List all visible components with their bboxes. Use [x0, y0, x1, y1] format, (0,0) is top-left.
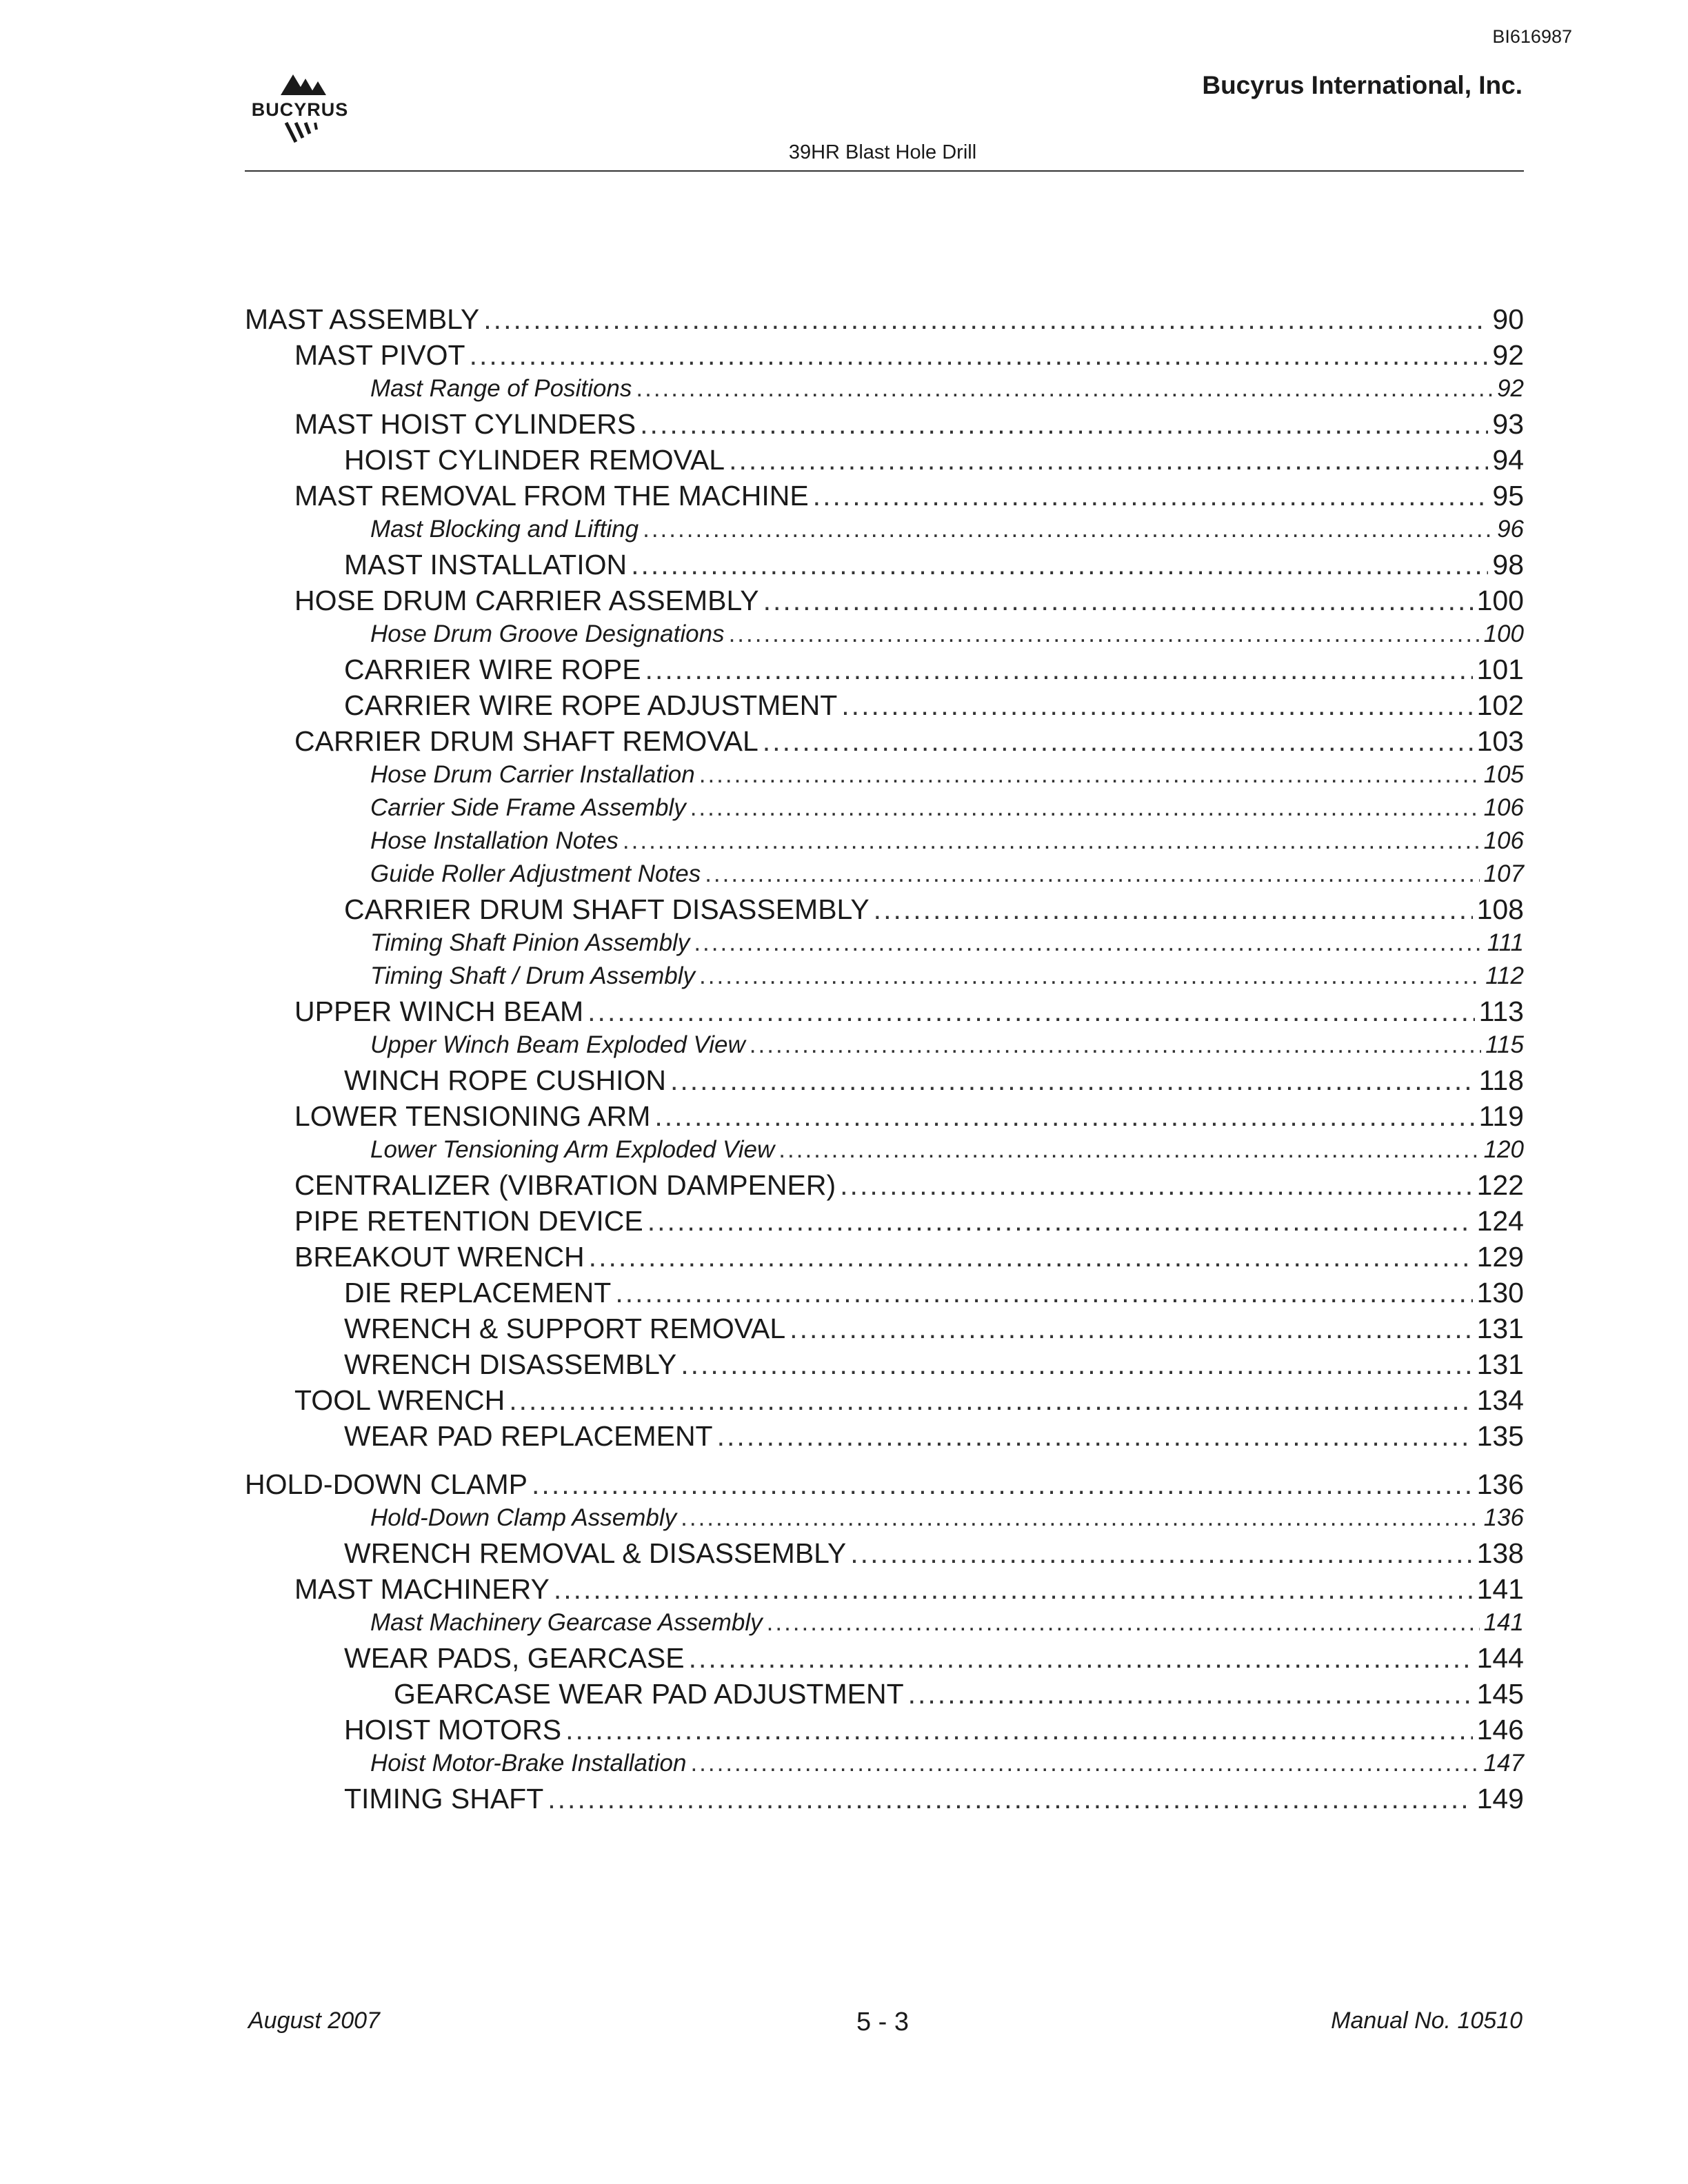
toc-dot-leader — [850, 1537, 1472, 1570]
toc-entry-page: 145 — [1476, 1678, 1524, 1710]
toc-entry[interactable] — [245, 516, 1524, 549]
toc-dot-leader — [705, 860, 1479, 888]
toc-entry-title: Hose Installation Notes — [370, 827, 619, 854]
toc-entry-page: 136 — [1483, 1504, 1524, 1531]
toc-entry-page: 113 — [1478, 995, 1524, 1027]
toc-entry[interactable] — [245, 1384, 1524, 1420]
toc-dot-leader — [483, 303, 1488, 336]
toc-entry-title: CARRIER DRUM SHAFT REMOVAL — [294, 725, 758, 757]
toc-dot-leader — [636, 375, 1493, 403]
toc-entry-title: MAST HOIST CYLINDERS — [294, 408, 636, 440]
toc-dot-leader — [681, 1504, 1479, 1532]
toc-dot-leader — [729, 444, 1488, 476]
toc-entry-page: 98 — [1492, 549, 1524, 580]
table-of-contents — [245, 303, 1524, 1819]
toc-entry-page: 129 — [1476, 1241, 1524, 1273]
toc-entry-page: 107 — [1483, 860, 1524, 887]
toc-entry-page: 141 — [1483, 1609, 1524, 1636]
toc-dot-leader — [778, 1136, 1479, 1164]
toc-entry-page: 122 — [1476, 1169, 1524, 1201]
toc-entry-page: 124 — [1476, 1205, 1524, 1237]
toc-dot-leader — [509, 1384, 1472, 1417]
toc-entry[interactable] — [245, 1609, 1524, 1642]
toc-entry-title: Mast Blocking and Lifting — [370, 516, 639, 543]
toc-entry[interactable] — [245, 962, 1524, 995]
toc-entry-page: 134 — [1476, 1384, 1524, 1416]
toc-entry[interactable] — [245, 1420, 1524, 1456]
toc-entry-page: 94 — [1492, 444, 1524, 476]
toc-entry-title: BREAKOUT WRENCH — [294, 1241, 585, 1273]
toc-dot-leader — [690, 1750, 1479, 1777]
toc-entry[interactable] — [245, 1783, 1524, 1819]
toc-entry[interactable] — [245, 929, 1524, 962]
toc-dot-leader — [763, 585, 1473, 617]
toc-entry-page: 112 — [1485, 962, 1524, 989]
toc-entry-title: HOIST CYLINDER REMOVAL — [344, 444, 725, 476]
toc-entry[interactable] — [245, 303, 1524, 339]
toc-dot-leader — [654, 1100, 1474, 1133]
toc-entry-title: Hose Drum Groove Designations — [370, 620, 725, 647]
toc-entry-page: 95 — [1492, 480, 1524, 512]
toc-entry-title: TOOL WRENCH — [294, 1384, 505, 1416]
toc-entry-page: 146 — [1476, 1714, 1524, 1746]
toc-entry-title: HOLD-DOWN CLAMP — [245, 1468, 528, 1500]
toc-entry-page: 138 — [1476, 1537, 1524, 1569]
toc-entry[interactable] — [245, 444, 1524, 480]
toc-entry-title: LOWER TENSIONING ARM — [294, 1100, 651, 1132]
toc-dot-leader — [532, 1468, 1473, 1501]
toc-entry[interactable] — [245, 893, 1524, 929]
toc-entry-page: 149 — [1476, 1783, 1524, 1814]
toc-dot-leader — [640, 408, 1488, 441]
toc-entry-title: WRENCH & SUPPORT REMOVAL — [344, 1313, 786, 1344]
toc-entry-page: 106 — [1483, 827, 1524, 854]
toc-entry-title: WEAR PAD REPLACEMENT — [344, 1420, 713, 1452]
toc-entry-title: Timing Shaft / Drum Assembly — [370, 962, 696, 989]
toc-entry-page: 92 — [1497, 375, 1524, 402]
toc-dot-leader — [690, 794, 1480, 822]
toc-entry-title: CENTRALIZER (VIBRATION DAMPENER) — [294, 1169, 836, 1201]
document-id: BI616987 — [1492, 26, 1572, 47]
toc-entry[interactable] — [245, 375, 1524, 408]
toc-dot-leader — [565, 1714, 1472, 1746]
toc-entry-title: Hoist Motor-Brake Installation — [370, 1750, 687, 1777]
toc-dot-leader — [729, 620, 1480, 648]
toc-entry-title: DIE REPLACEMENT — [344, 1277, 612, 1308]
toc-dot-leader — [645, 654, 1473, 686]
toc-entry[interactable] — [245, 995, 1524, 1031]
toc-entry[interactable] — [245, 1714, 1524, 1750]
toc-entry[interactable] — [245, 1277, 1524, 1313]
toc-dot-leader — [874, 893, 1473, 926]
toc-dot-leader — [554, 1573, 1473, 1606]
toc-entry-title: Mast Machinery Gearcase Assembly — [370, 1609, 763, 1636]
toc-entry[interactable] — [245, 725, 1524, 761]
company-name: Bucyrus International, Inc. — [1202, 71, 1523, 99]
toc-dot-leader — [681, 1348, 1472, 1381]
toc-entry-title: MAST REMOVAL FROM THE MACHINE — [294, 480, 809, 512]
toc-entry[interactable] — [245, 860, 1524, 893]
toc-entry-page: 141 — [1476, 1573, 1524, 1605]
toc-entry-title: WEAR PADS, GEARCASE — [344, 1642, 685, 1674]
toc-entry-page: 103 — [1476, 725, 1524, 757]
toc-entry-page: 120 — [1483, 1136, 1524, 1163]
toc-entry[interactable] — [245, 585, 1524, 620]
toc-entry-title: MAST PIVOT — [294, 339, 465, 371]
toc-entry[interactable] — [245, 480, 1524, 516]
toc-dot-leader — [750, 1031, 1481, 1059]
toc-entry-page: 130 — [1476, 1277, 1524, 1308]
toc-entry-title: Carrier Side Frame Assembly — [370, 794, 686, 821]
toc-entry[interactable] — [245, 794, 1524, 827]
toc-entry-title: Guide Roller Adjustment Notes — [370, 860, 701, 887]
toc-dot-leader — [589, 1241, 1473, 1273]
document-subtitle: 39HR Blast Hole Drill — [788, 141, 977, 163]
toc-dot-leader — [841, 689, 1472, 722]
footer-manual-number: Manual No. 10510 — [1331, 2008, 1523, 2034]
toc-entry[interactable] — [245, 1100, 1524, 1136]
toc-entry-page: 118 — [1478, 1064, 1524, 1096]
toc-entry-title: Hose Drum Carrier Installation — [370, 761, 695, 788]
toc-dot-leader — [670, 1064, 1475, 1097]
toc-entry-title: CARRIER DRUM SHAFT DISASSEMBLY — [344, 893, 870, 925]
toc-entry[interactable] — [245, 1537, 1524, 1573]
toc-dot-leader — [694, 929, 1483, 957]
toc-entry[interactable] — [245, 1064, 1524, 1100]
toc-dot-leader — [647, 1205, 1473, 1237]
toc-entry[interactable] — [245, 1241, 1524, 1277]
toc-entry-page: 147 — [1483, 1750, 1524, 1777]
toc-dot-leader — [840, 1169, 1472, 1202]
toc-entry[interactable] — [245, 1205, 1524, 1241]
toc-entry-page: 106 — [1483, 794, 1524, 821]
toc-entry-title: CARRIER WIRE ROPE ADJUSTMENT — [344, 689, 838, 721]
toc-entry-page: 135 — [1476, 1420, 1524, 1452]
toc-entry-title: MAST INSTALLATION — [344, 549, 627, 580]
toc-entry-title: CARRIER WIRE ROPE — [344, 654, 641, 685]
toc-entry[interactable] — [245, 654, 1524, 689]
toc-dot-leader — [767, 1609, 1480, 1637]
toc-dot-leader — [587, 995, 1474, 1028]
toc-entry-page: 105 — [1483, 761, 1524, 788]
toc-dot-leader — [631, 549, 1488, 581]
toc-entry-title: MAST MACHINERY — [294, 1573, 550, 1605]
toc-entry-title: Mast Range of Positions — [370, 375, 632, 402]
toc-entry[interactable] — [245, 408, 1524, 444]
toc-entry[interactable] — [245, 689, 1524, 725]
toc-entry-page: 100 — [1476, 585, 1524, 616]
toc-entry-page: 115 — [1485, 1031, 1524, 1058]
toc-entry[interactable] — [245, 339, 1524, 375]
bucyrus-logo — [238, 70, 362, 153]
toc-entry[interactable] — [245, 1031, 1524, 1064]
toc-entry-title: GEARCASE WEAR PAD ADJUSTMENT — [394, 1678, 904, 1710]
toc-entry[interactable] — [245, 827, 1524, 860]
toc-dot-leader — [717, 1420, 1473, 1453]
toc-entry-title: WRENCH REMOVAL & DISASSEMBLY — [344, 1537, 847, 1569]
toc-entry[interactable] — [245, 1642, 1524, 1678]
toc-entry-page: 93 — [1492, 408, 1524, 440]
header-divider — [245, 170, 1524, 172]
footer-date: August 2007 — [248, 2008, 380, 2034]
toc-entry-page: 111 — [1487, 929, 1524, 956]
toc-entry-page: 102 — [1476, 689, 1524, 721]
toc-entry[interactable] — [245, 761, 1524, 794]
toc-entry-page: 92 — [1492, 339, 1524, 371]
toc-entry-page: 144 — [1476, 1642, 1524, 1674]
toc-entry-title: MAST ASSEMBLY — [245, 303, 480, 335]
toc-entry[interactable] — [245, 1573, 1524, 1609]
toc-entry-title: Upper Winch Beam Exploded View — [370, 1031, 745, 1058]
toc-dot-leader — [689, 1642, 1473, 1675]
toc-dot-leader — [623, 827, 1480, 855]
toc-dot-leader — [470, 339, 1489, 372]
toc-entry[interactable] — [245, 1313, 1524, 1348]
toc-entry-title: UPPER WINCH BEAM — [294, 995, 584, 1027]
toc-entry[interactable] — [245, 1678, 1524, 1714]
logo-wordmark: BUCYRUS — [251, 99, 349, 120]
toc-dot-leader — [790, 1313, 1472, 1345]
toc-entry-title: WRENCH DISASSEMBLY — [344, 1348, 677, 1380]
toc-entry-page: 131 — [1476, 1313, 1524, 1344]
toc-entry[interactable] — [245, 1136, 1524, 1169]
toc-entry-page: 90 — [1492, 303, 1524, 335]
toc-entry-title: Hold-Down Clamp Assembly — [370, 1504, 677, 1531]
toc-entry[interactable] — [245, 1504, 1524, 1537]
toc-entry-title: Timing Shaft Pinion Assembly — [370, 929, 690, 956]
toc-entry-page: 108 — [1476, 893, 1524, 925]
toc-entry-page: 101 — [1476, 654, 1524, 685]
footer-page-number: 5 - 3 — [856, 2008, 910, 2036]
toc-entry[interactable] — [245, 1348, 1524, 1384]
toc-entry-title: HOSE DRUM CARRIER ASSEMBLY — [294, 585, 759, 616]
toc-entry-page: 131 — [1476, 1348, 1524, 1380]
toc-entry-title: TIMING SHAFT — [344, 1783, 544, 1814]
toc-entry-page: 96 — [1497, 516, 1524, 543]
toc-dot-leader — [615, 1277, 1472, 1309]
toc-entry-title: WINCH ROPE CUSHION — [344, 1064, 666, 1096]
toc-entry-page: 100 — [1483, 620, 1524, 647]
toc-entry-title: HOIST MOTORS — [344, 1714, 562, 1746]
toc-entry[interactable] — [245, 549, 1524, 585]
toc-entry-page: 136 — [1476, 1468, 1524, 1500]
toc-dot-leader — [763, 725, 1473, 758]
toc-dot-leader — [699, 761, 1480, 789]
toc-entry[interactable] — [245, 620, 1524, 654]
toc-entry-page: 119 — [1478, 1100, 1524, 1132]
toc-dot-leader — [908, 1678, 1473, 1710]
toc-dot-leader — [547, 1783, 1472, 1815]
toc-entry[interactable] — [245, 1750, 1524, 1783]
toc-dot-leader — [699, 962, 1481, 990]
toc-entry[interactable] — [245, 1468, 1524, 1504]
toc-dot-leader — [643, 516, 1493, 543]
toc-entry-title: PIPE RETENTION DEVICE — [294, 1205, 643, 1237]
toc-entry[interactable] — [245, 1169, 1524, 1205]
toc-entry-title: Lower Tensioning Arm Exploded View — [370, 1136, 775, 1163]
toc-dot-leader — [813, 480, 1489, 512]
